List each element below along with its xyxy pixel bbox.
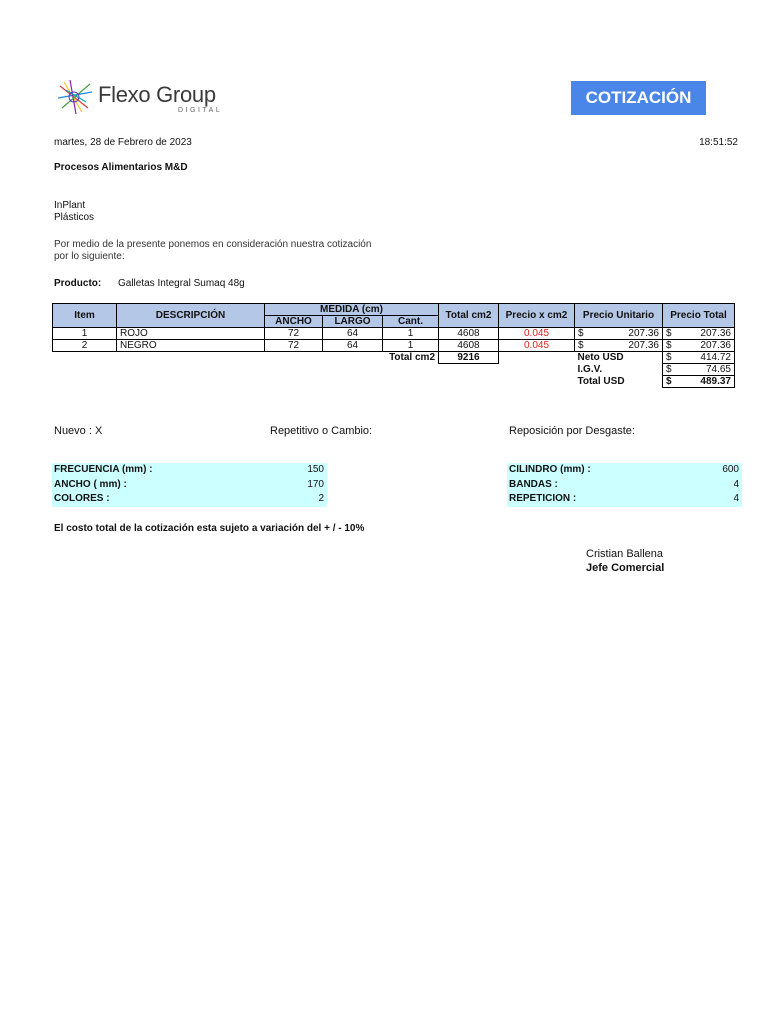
neto-value: 414.72 [700, 352, 731, 363]
row-cant: 1 [383, 328, 439, 340]
intro-line-2: por lo siguiente: [54, 251, 125, 262]
client-line-1: InPlant [54, 200, 86, 211]
reposicion-field: Reposición por Desgaste: [509, 425, 635, 437]
product-label: Producto: [54, 278, 102, 289]
row-ancho: 72 [265, 328, 323, 340]
row-precio-unitario-value: 207.36 [628, 328, 659, 339]
spec-row [52, 478, 327, 493]
row-precio-cm2: 0.045 [499, 328, 575, 340]
spec-row [507, 492, 742, 507]
right-specs-panel [507, 463, 742, 507]
header-precio-total: Precio Total [663, 304, 735, 328]
currency-symbol: $ [666, 328, 672, 339]
total-usd-amount [663, 376, 735, 388]
row-precio-unitario [575, 340, 663, 352]
spec-bandas-label: BANDAS : [509, 478, 558, 490]
total-usd-label: Total USD [577, 376, 625, 387]
spec-row [507, 478, 742, 493]
spec-bandas-value: 4 [733, 478, 739, 490]
currency-symbol: $ [666, 340, 672, 351]
row-descripcion: ROJO [117, 328, 265, 340]
spec-row [507, 463, 742, 478]
row-total-cm2: 4608 [439, 340, 499, 352]
document-time: 18:51:52 [699, 137, 738, 148]
row-total-cm2: 4608 [439, 328, 499, 340]
total-usd-value: 489.37 [700, 376, 731, 387]
igv-label: I.G.V. [577, 364, 603, 375]
row-ancho: 72 [265, 340, 323, 352]
header-cant: Cant. [383, 316, 439, 328]
spec-cilindro-label: CILINDRO (mm) : [509, 464, 591, 475]
header-descripcion: DESCRIPCIÓN [117, 304, 265, 328]
row-precio-total-value: 207.36 [700, 340, 731, 351]
spec-frecuencia-label: FRECUENCIA (mm) : [54, 464, 153, 475]
spec-frecuencia-value: 150 [307, 464, 324, 475]
logo-name: Flexo Group [98, 82, 216, 107]
repetitivo-field: Repetitivo o Cambio: [270, 425, 373, 437]
intro-line-1: Por medio de la presente ponemos en consideración nuestra cotización [54, 239, 372, 250]
spec-ancho-value: 170 [307, 478, 324, 490]
igv-value: 74.65 [705, 364, 731, 375]
header-largo: LARGO [323, 316, 383, 328]
row-largo: 64 [323, 340, 383, 352]
row-precio-total [663, 328, 735, 340]
neto-label: Neto USD [577, 352, 624, 364]
header-precio-unitario: Precio Unitario [575, 304, 663, 328]
sum-value: 9216 [439, 352, 499, 364]
row-precio-cm2: 0.045 [499, 340, 575, 352]
client-line-2: Plásticos [54, 212, 95, 223]
spec-colores-label: COLORES : [54, 493, 110, 504]
currency-symbol: $ [578, 340, 584, 351]
header-precio-cm2: Precio x cm2 [499, 304, 575, 328]
product-value: Galletas Integral Sumaq 48g [118, 278, 245, 289]
currency-symbol: $ [666, 364, 672, 375]
neto-amount [663, 352, 735, 364]
flexo-group-logo-icon [56, 78, 96, 118]
row-precio-unitario [575, 328, 663, 340]
spec-cilindro-value: 600 [722, 464, 739, 475]
header-total-cm2: Total cm2 [439, 304, 499, 328]
client-name: Procesos Alimentarios M&D [54, 162, 188, 173]
table-row [53, 328, 735, 340]
spec-colores-value: 2 [318, 493, 324, 504]
spec-ancho-label: ANCHO ( mm) : [54, 478, 127, 490]
left-specs-panel [52, 463, 327, 507]
header-medida: MEDIDA (cm) [265, 304, 439, 316]
row-precio-unitario-value: 207.36 [628, 340, 659, 351]
header-item: Item [53, 304, 117, 328]
currency-symbol: $ [666, 352, 672, 363]
nuevo-field: Nuevo : X [54, 425, 103, 437]
sum-label: Total cm2 [389, 352, 435, 364]
row-descripcion: NEGRO [117, 340, 265, 352]
igv-amount [663, 364, 735, 376]
signer-title: Jefe Comercial [586, 562, 665, 574]
row-largo: 64 [323, 328, 383, 340]
logo-subtitle: DIGITAL [178, 107, 223, 114]
currency-symbol: $ [666, 376, 672, 387]
row-cant: 1 [383, 340, 439, 352]
header-ancho: ANCHO [265, 316, 323, 328]
row-precio-total [663, 340, 735, 352]
row-item: 2 [53, 340, 117, 352]
signer-name: Cristian Ballena [586, 548, 664, 560]
currency-symbol: $ [578, 328, 584, 339]
row-item: 1 [53, 328, 117, 340]
cotizacion-badge: COTIZACIÓN [571, 81, 706, 115]
spec-repeticion-label: REPETICION : [509, 493, 577, 504]
quote-table [52, 303, 735, 388]
spec-repeticion-value: 4 [733, 493, 739, 504]
spec-row [52, 492, 327, 507]
spec-row [52, 463, 327, 478]
document-date: martes, 28 de Febrero de 2023 [54, 137, 192, 148]
disclaimer: El costo total de la cotización esta sujeto a variación del + / - 10% [54, 523, 365, 534]
row-precio-total-value: 207.36 [700, 328, 731, 339]
table-row [53, 340, 735, 352]
